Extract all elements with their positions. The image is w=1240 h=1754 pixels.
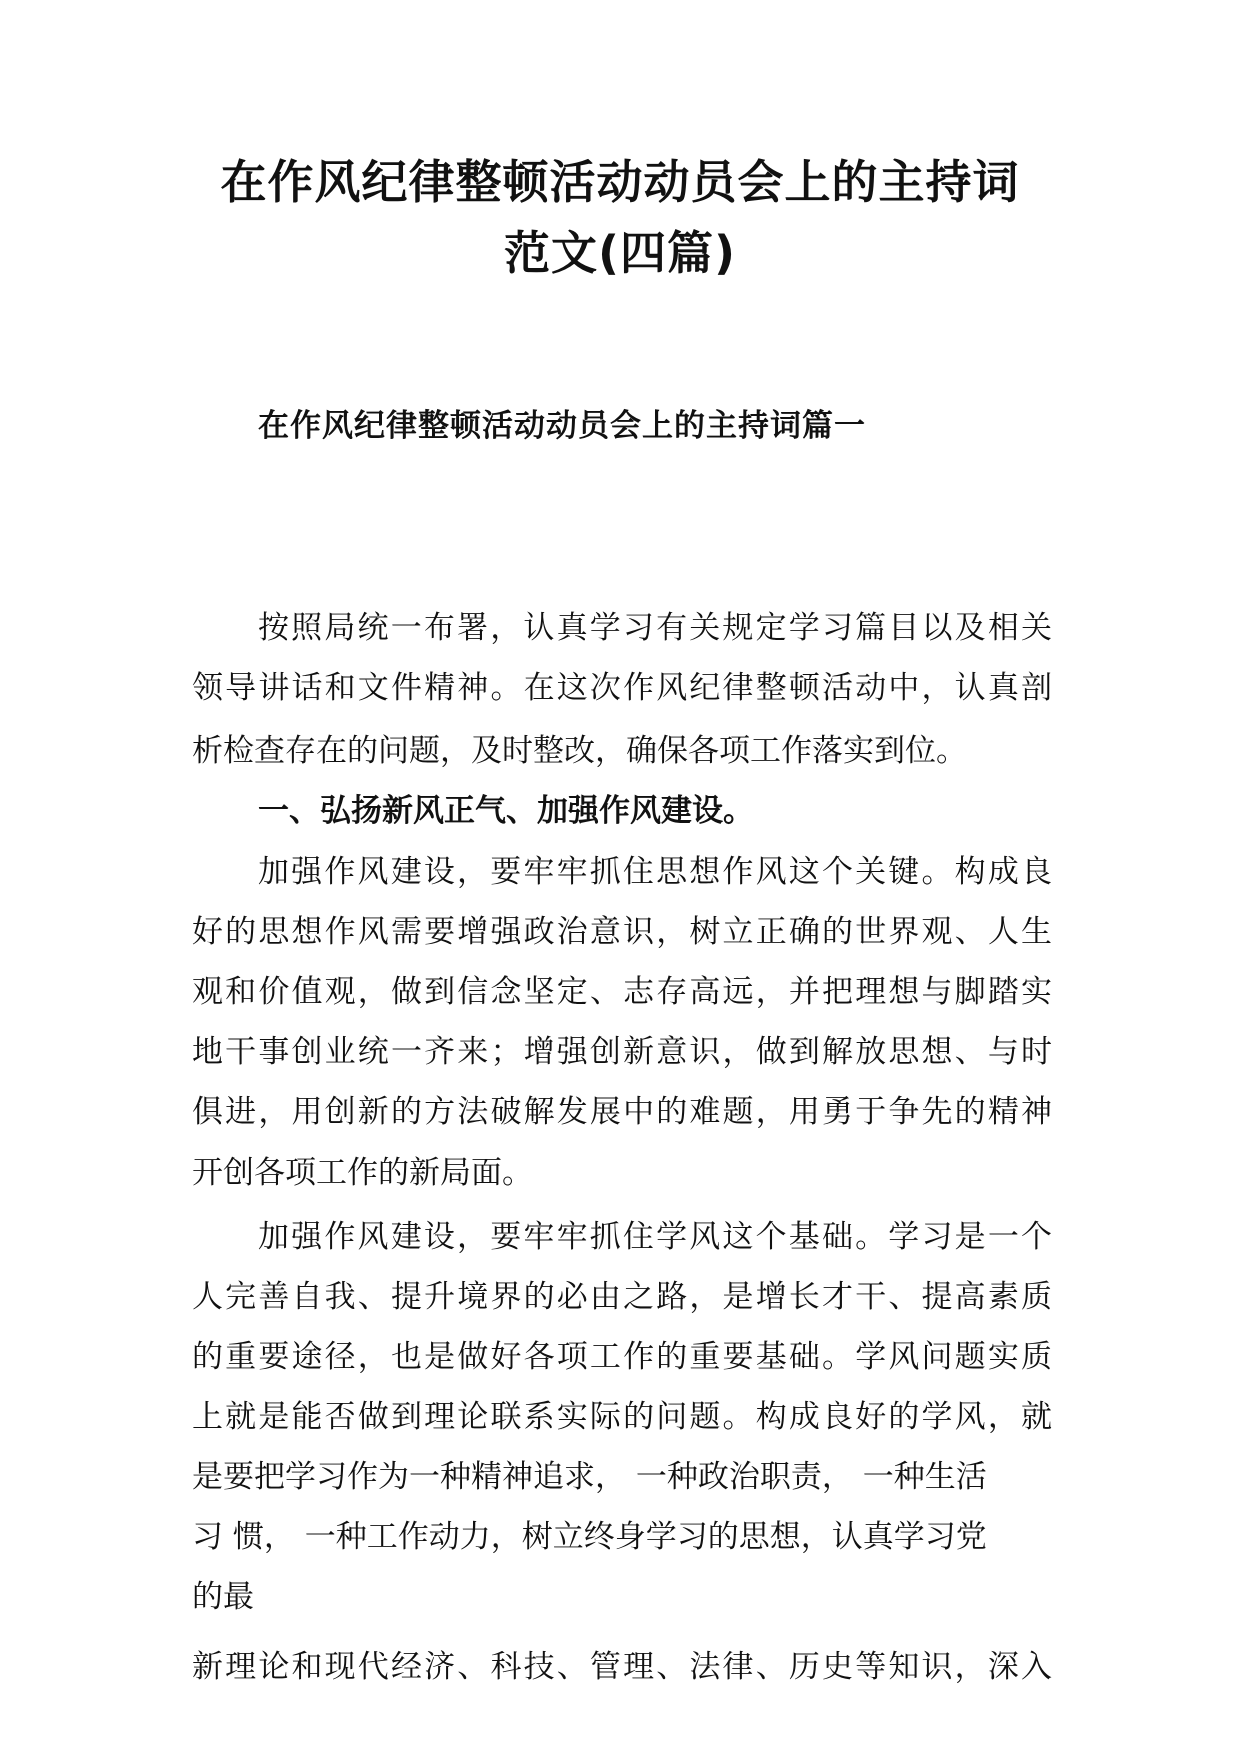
paragraph-line: 地干事创业统一齐来；增强创新意识，做到解放思想、与时: [192, 1034, 1052, 1070]
paragraph-line: 上就是能否做到理论联系实际的问题。构成良好的学风，就: [192, 1399, 1052, 1435]
paragraph-line: 的重要途径，也是做好各项工作的重要基础。学风问题实质: [192, 1339, 1052, 1375]
paragraph-line: 开创各项工作的新局面。: [192, 1155, 533, 1191]
document-title-line-2: 范文(四篇): [503, 226, 737, 280]
paragraph-line: 是要把学习作为一种精神追求， 一种政治职责， 一种生活: [192, 1459, 987, 1495]
paragraph-line: 按照局统一布署，认真学习有关规定学习篇目以及相关: [258, 610, 1052, 646]
paragraph-line: 观和价值观，做到信念坚定、志存高远，并把理想与脚踏实: [192, 974, 1052, 1010]
subheading: 一、弘扬新风正气、加强作风建设。: [258, 793, 754, 829]
paragraph-line: 习 惯， 一种工作动力，树立终身学习的思想，认真学习党: [192, 1519, 987, 1555]
paragraph-line: 析检查存在的问题，及时整改，确保各项工作落实到位。: [192, 733, 967, 769]
paragraph-line: 俱进，用创新的方法破解发展中的难题，用勇于争先的精神: [192, 1094, 1052, 1130]
section-title: 在作风纪律整顿活动动员会上的主持词篇一: [258, 408, 866, 444]
paragraph-line: 领导讲话和文件精神。在这次作风纪律整顿活动中，认真剖: [192, 670, 1052, 706]
paragraph-line: 加强作风建设，要牢牢抓住思想作风这个关键。构成良: [258, 854, 1052, 890]
paragraph-line: 的最: [192, 1579, 254, 1615]
document-title-line-1: 在作风纪律整顿活动动员会上的主持词: [220, 155, 1020, 209]
paragraph-line: 加强作风建设，要牢牢抓住学风这个基础。学习是一个: [258, 1219, 1052, 1255]
paragraph-line: 人完善自我、提升境界的必由之路，是增长才干、提高素质: [192, 1279, 1052, 1315]
paragraph-line: 新理论和现代经济、科技、管理、法律、历史等知识，深入: [192, 1649, 1052, 1685]
paragraph-line: 好的思想作风需要增强政治意识，树立正确的世界观、人生: [192, 914, 1052, 950]
